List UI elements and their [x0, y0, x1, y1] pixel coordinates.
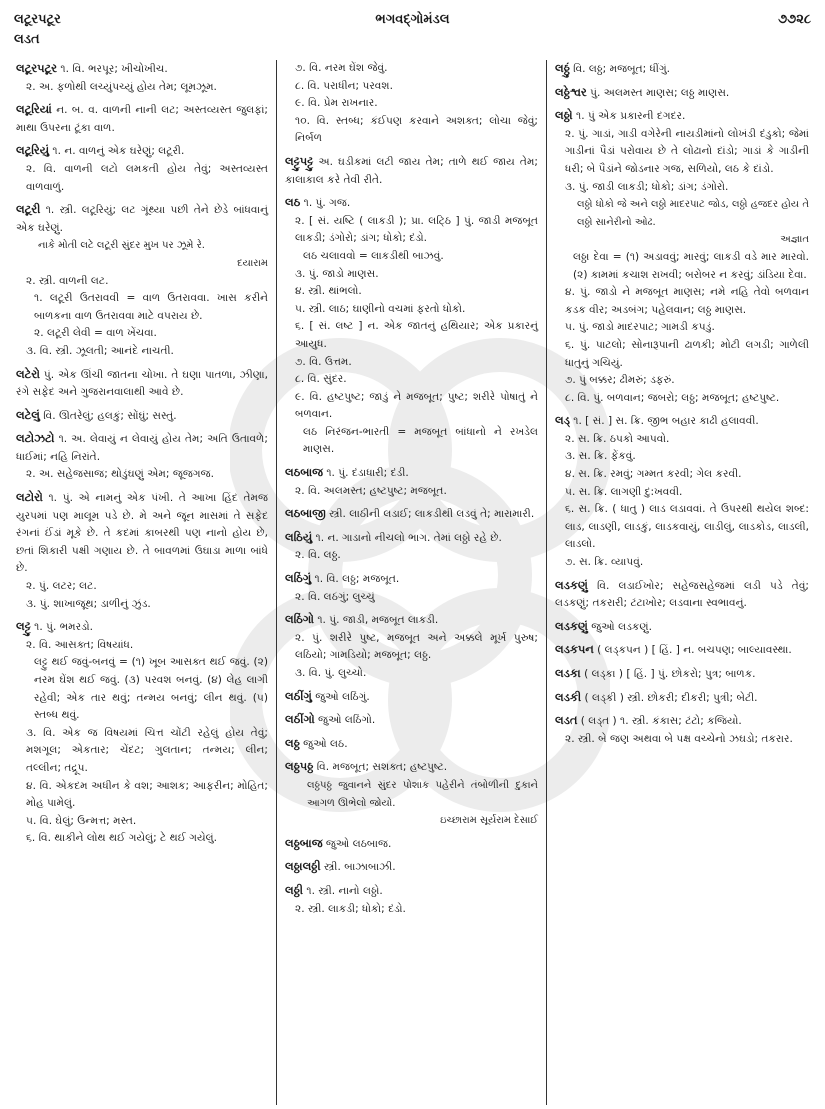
headword: લડકપન	[555, 642, 594, 657]
sense: ૨. [ સં. યષ્ટિ ( લાકડી ); પ્રા. લટ્ઠિ ] પું. જાડી મજબૂત લાકડી; ડંગોરો; ડાંગ; ધોકો; દંડો.	[295, 214, 538, 245]
column-1	[12, 60, 276, 1105]
headword: લઠ્ઠો	[555, 108, 573, 123]
definition: વિ. લઠ્ઠ; મજબૂત; ધીંગું.	[573, 63, 671, 75]
entry-main-line	[555, 618, 809, 637]
dictionary-entry	[555, 712, 809, 748]
entry-main-line	[285, 570, 538, 589]
entry-main-line	[285, 194, 538, 213]
entry-main-line	[555, 689, 809, 708]
dictionary-entry	[285, 529, 538, 565]
entry-main-line	[16, 60, 268, 79]
sense: ૫. પું. જાડો માદરપાટ; ગામડી કપડું.	[565, 321, 715, 334]
page-header	[14, 12, 811, 32]
headword: લઠ	[285, 195, 301, 210]
headword: લડ્	[555, 413, 570, 428]
definition: સ્ત્રી. બાઝાબાઝી.	[324, 861, 396, 874]
definition: ( લડ્કા ) [ હિં. ] પું. છોકરો; પુત્ર; બાળક.	[584, 668, 756, 680]
headword: લટૂરિયાં	[16, 102, 52, 117]
dictionary-entry	[285, 758, 538, 829]
sense: ૭. વિ. ઉત્તમ.	[295, 355, 352, 368]
dictionary-entry	[285, 858, 538, 877]
sense: ૨. અ. ફળોથી લચ્યુંપચ્યું હોય તેમ; લૂમઝૂમ.	[26, 80, 217, 93]
entry-main-line	[16, 201, 268, 237]
sense: ૨. વિ. આસક્ત; વિષયાંધ.	[26, 638, 134, 651]
dictionary-entry	[16, 407, 268, 426]
headword: લડકા	[555, 666, 581, 680]
dictionary-entry	[555, 84, 809, 103]
sense: ૨. સ્ત્રી. વાળની લટ.	[26, 274, 109, 287]
entry-main-line	[285, 758, 538, 777]
entry-main-line	[16, 489, 268, 578]
dictionary-columns	[12, 60, 817, 1105]
guide-word-first: લટૂરપટૂર	[14, 12, 61, 27]
sense: ૮. વિ. પરાધીન; પરવશ.	[295, 79, 393, 92]
definition: જુઓ લઠિંગો.	[318, 714, 376, 727]
column-2	[276, 60, 546, 1105]
headword: લઠ્ઠું	[555, 61, 570, 75]
headword: લઠબાજ	[285, 465, 323, 480]
headword: લટ્ટુ	[16, 619, 31, 634]
dictionary-entry	[16, 142, 268, 196]
sense: ૮. વિ. સુંદર.	[295, 373, 347, 386]
dictionary-entry	[16, 430, 268, 484]
headword: લટૂરી	[16, 202, 41, 217]
sense: ૩. વિ. પું. લુચ્ચો.	[295, 667, 367, 679]
definition: ૧. સ્ત્રી. નાનો લઠ્ઠો.	[306, 884, 383, 897]
definition: ૧. પું. ભમરડો.	[34, 621, 93, 634]
definition: પું. એક ઊંચી જાતના ચોખા. તે ઘણા પાતળા, ઝીણા, રંગે સફેદ અને ગુજરાનવાલાથી આવે છે.	[16, 368, 268, 399]
definition: ૧. વિ. ભરપૂર; ખીચોખીચ.	[60, 63, 168, 75]
entry-main-line	[285, 688, 538, 707]
dictionary-entry	[555, 641, 809, 660]
sense: ૪. સ્ત્રી. થાંભલો.	[295, 285, 362, 298]
sense: ૮. વિ. પું. બળવાન; જબરો; લઠ્ઠ; મજબૂત; હષ્ટપુષ્ટ.	[565, 391, 780, 404]
sense: ૨. પું. ગાડાં, ગાડી વગેરેની નાયડીમાંનો લોખંડી દંડુકો; જેમાં ગાડીનાં પૈડાં પરોવાય છે તે લોઢાનો દાંડો; ગાડાં કે ગાડીની ધરી; બે પૈડાંને જોડનાર ગજ, સળિયો, લઠ કે દાંડો.	[565, 127, 809, 175]
dictionary-entry	[16, 489, 268, 613]
dictionary-entry	[555, 60, 809, 79]
idiom: લઠ્ઠા દેવા = (૧) અડાવવું; મારવું; લાકડી વડે માર મારવો. (૨) કામમાં કચાશ રાખવી; બરોબર ન કરવું; ડાંડિયા દેવા.	[573, 250, 809, 281]
definition: ૧. પું. જાડી, મજબૂત લાકડી.	[317, 614, 439, 627]
headword: લઠીંગું	[285, 688, 312, 703]
sense: ૪. પું. જાડો ને મજબૂત માણસ; નમે નહિ તેવો બળવાન કડક વીર; અડબંગ; પહેલવાન; લઠ્ઠ માણસ.	[565, 286, 809, 316]
sense: ૨. સ્ત્રી. લાકડી; ધોકો; દંડો.	[295, 902, 406, 915]
entry-main-line	[555, 84, 809, 103]
entry-main-line	[285, 529, 538, 548]
sense: ૭. પું બક્કર; ઢીમરું; ડફરું.	[565, 374, 675, 387]
dictionary-entry	[555, 665, 809, 684]
entry-main-line	[16, 407, 268, 426]
idiom: લટ્ટુ થઈ જવું-બનવું = (૧) ખૂબ આસક્ત થઈ જવું. (૨) નરમ ઘેંશ થઈ જવું. (૩) પરવશ બનવું. (૪) લેહ લાગી રહેવી; એક તાર થવું; તન્મય બનવું; લીન થવું. (૫) સ્તબ્ધ થવું.	[34, 656, 268, 722]
sense: ૨. વિ. લઠંગું; લુચ્ચું	[295, 590, 375, 603]
entry-main-line	[555, 665, 809, 684]
headword: લટૂરપટૂર	[16, 61, 58, 75]
sense: ૨. પું. લટર; લટ.	[26, 580, 97, 593]
dictionary-entry	[16, 366, 268, 402]
sense: ૬. વિ. થાકીને લોથ થઈ ગયેલું; ટે થઈ ગયેલું.	[26, 832, 218, 845]
headword: લઠ્ઠી	[285, 882, 304, 897]
dictionary-entry	[16, 618, 268, 848]
definition: ૧. [ સં. ] સ. ક્રિ. જીભ બહાર કાઢી હલાવવી.	[573, 415, 759, 428]
headword: લટોરો	[16, 490, 43, 505]
idiom: ૧. લટૂરી ઉતરાવવી = વાળ ઉતરાવવા. ખાસ કરીને બાળકના વાળ ઉતરાવવા માટે વપરાય છે.	[34, 292, 268, 322]
dictionary-entry	[285, 882, 538, 918]
dictionary-entry	[555, 689, 809, 708]
sense: ૨. પું. શરીરે પુષ્ટ, મજબૂત અને અક્કલે મૂર્ખ પુરુષ; લઠિયો; ગામડિયો; મજબૂત; લઠ્ઠ.	[295, 631, 538, 662]
page-number: ૭૭૨૮	[778, 12, 811, 27]
definition: ( લડ્કી ) સ્ત્રી. છોકરી; દીકરી; પુત્રી; બેટી.	[584, 691, 758, 704]
sense: ૪. સ. ક્રિ. રમવું; ગમ્મત કરવી; ગેલ કરવી.	[565, 468, 742, 481]
citation-quote: લઠ્ઠપઠ્ઠ જુવાનને સુંદર પોશાક પહેરીને તંબોળીની દુકાને આગળ ઊભેલો જોયો.	[307, 779, 538, 809]
dictionary-entry	[555, 412, 809, 571]
headword: લડત	[555, 713, 578, 728]
headword: લઠીંગો	[285, 712, 315, 727]
sense: ૨. સ. ક્રિ. ઠપકો આપવો.	[565, 432, 670, 445]
headword: લટેલું	[16, 407, 40, 422]
dictionary-entry	[16, 101, 268, 137]
headword: લડકી	[555, 689, 582, 704]
entry-main-line	[285, 835, 538, 854]
sense: ૪. વિ. એકદમ અધીન કે વશ; આશક; આફરીન; મોહિત; મોહ પામેલું.	[26, 779, 268, 810]
idiom: ૨. લટૂરી લેવી = વાળ ખેંચવા.	[34, 327, 157, 340]
entry-main-line	[285, 735, 538, 754]
sense: ૯. વિ. હષ્ટપુષ્ટ; જાડું ને મજબૂત; પુષ્ટ; શરીરે પોષાતું ને બળવાન.	[295, 390, 538, 421]
sense: ૧૦. વિ. સ્તબ્ધ; કંઈપણ કરવાને અશક્ત; લોચા જેવું; નિર્બળ	[295, 114, 538, 145]
entry-main-line	[285, 505, 538, 524]
dictionary-entry	[285, 464, 538, 500]
dictionary-entry	[285, 60, 538, 148]
definition: ૧. પું. દંડાધારી; દંડી.	[326, 467, 409, 480]
headword: લઠિંગું	[285, 571, 312, 586]
citation-quote: નાકે મોતી લટે લટૂરી સુંદર મુખ પર ઝૂમે રે.	[38, 240, 205, 252]
definition: અ. ઘડીકમાં લટી જાય તેમ; તાળે થઈ જાય તેમ; કાલાકાલ કરે તેવી રીતે.	[285, 155, 538, 186]
idiom: લઠ ચલાવવો = લાકડીથી બાઝવું.	[303, 249, 444, 262]
sense: ૩. પું. જાડી લાકડી; ધોકો; ડાંગ; ડંગોરો.	[565, 180, 729, 193]
column-3	[546, 60, 817, 1105]
headword: લઠિયું	[285, 529, 313, 544]
dictionary-entry	[285, 735, 538, 754]
headword: લઠિંગો	[285, 612, 314, 627]
dictionary-entry	[285, 611, 538, 682]
dictionary-entry	[555, 618, 809, 637]
definition: જુઓ લઠબાજ.	[325, 837, 392, 850]
sense: ૬. પું. પાટલો; સોનારૂપાની ઢાળકી; મોટી લગડી; ગાળેલી ધાતુનું ગચિયું.	[565, 338, 809, 369]
sense: ૬. સ. ક્રિ. ( ધાતુ ) લાડ લડાવવાં. તે ઉપરથી થયેલ શબ્દ: લાડ, લાડણી, લાડકું, લાડકવાયું, લાડીલું, લાડકોડ, લાડલી, લાડલો.	[565, 503, 809, 551]
guide-word-last: લડત	[14, 32, 40, 47]
sense: ૯. વિ. પ્રેમ રાખનાર.	[295, 97, 378, 110]
definition: ૧. સ્ત્રી. લટૂરિયું; લટ ગૂંથ્યા પછી તેને છેડે બાંધવાનું એક ઘરેણું.	[16, 204, 269, 234]
headword: લઠ્ઠબાજ	[285, 835, 323, 850]
dictionary-entry	[16, 60, 268, 96]
definition: ૧. પું. એ નામનું એક પંખી. તે આખા હિંદ તેમજ યુરપમાં પણ માલૂમ પડે છે. મે અને જૂન માસમાં તે સફેદ રંગનાં ઈંડાં મૂકે છે. તે કદમાં કાબરથી પણ નાનો હોય છે, છતાં શિકારી પક્ષી ગણાય છે. તે બાવળમાં ઉઘાડા માળા બાંધે છે.	[16, 492, 268, 575]
sense: ૫. વિ. ઘેલું; ઉન્મત્ત; મસ્ત.	[26, 814, 137, 827]
headword: લટોઝટો	[16, 431, 55, 446]
sense: ૭. વિ. નરમ ઘેંશ જેવું.	[295, 62, 388, 74]
entry-main-line	[16, 366, 268, 402]
dictionary-entry	[16, 201, 268, 360]
entry-main-line	[16, 618, 268, 637]
citation-quote: લઠ્ઠો ધોકો જે અને લઠ્ઠો માદરપાટ જોડ, લઠ્ઠો હજદર હોય તે લઠ્ઠો સાનેરીનો ઓઢ.	[577, 199, 809, 228]
dictionary-entry	[285, 505, 538, 524]
sense: ૨. વિ. વાળની લટો લમકતી હોય તેવું; અસ્તવ્યસ્ત વાળવાળું.	[26, 162, 268, 193]
citation-author: અજ્ઞાત	[780, 234, 809, 246]
sense: ૨. સ્ત્રી. બે જણ અથવા બે પક્ષ વચ્ચેનો ઝઘડો; તકરાર.	[565, 732, 793, 745]
sense: ૩. પું. શાખાજૂથ; ડાળીનું ઝુંડ.	[26, 597, 151, 610]
entry-main-line	[555, 577, 809, 613]
entry-main-line	[285, 611, 538, 630]
citation-author: દયારામ	[237, 257, 268, 269]
headword: લઠ્ઠાલઠ્ઠી	[285, 859, 321, 874]
definition: ૧. પું એક પ્રકારની દગદર.	[576, 110, 686, 123]
dictionary-entry	[555, 107, 809, 407]
page-title: ભગવદ્ગોમંડલ	[375, 12, 450, 27]
sense: ૩. વિ. સ્ત્રી. ઝૂલતી; આનંદે નાચતી.	[26, 344, 174, 357]
headword: લઠ્ઠપઠ્ઠ	[285, 759, 314, 774]
sense: ૨. વિ. અલમસ્ત; હષ્ટપુષ્ટ; મજબૂત.	[295, 484, 447, 497]
definition: વિ. મજબૂત; સશક્ત; હષ્ટપુષ્ટ.	[316, 761, 448, 774]
definition: વિ. લડાઈખોર; સહેજસહેજમાં લડી પડે તેવું; લડકણું; તકરારી; ટંટાખોર; લડવાના સ્વભાવનું.	[555, 579, 809, 610]
dictionary-entry	[285, 711, 538, 730]
headword: લડકણું	[555, 577, 588, 592]
entry-main-line	[16, 142, 268, 161]
sense: ૨. અ. સહેજસાજ; થોડુંઘણું એમ; જૂજગજ.	[26, 468, 215, 481]
definition: ૧. વિ. લઠ્ઠ; મજબૂત.	[314, 573, 400, 586]
headword: લટેરો	[16, 366, 40, 381]
definition: ૧. ન. ગાડાનો નીચલો ભાગ. તેમાં લઠ્ઠો રહે છે.	[315, 531, 502, 544]
definition: જુઓ લઠિંગું.	[315, 690, 370, 703]
definition: જુઓ લઠ.	[303, 737, 348, 750]
dictionary-entry	[555, 577, 809, 613]
entry-main-line	[285, 464, 538, 483]
definition: વિ. ઊતરેલું; હલકું; સોંઘું; સસ્તું.	[43, 409, 177, 422]
entry-main-line	[555, 107, 809, 126]
headword: લઠ્ઠેશ્વર	[555, 84, 587, 99]
entry-main-line	[16, 101, 268, 137]
sense: ૨. વિ. લઠ્ઠ.	[295, 549, 341, 562]
definition: પું. અલમસ્ત માણસ; લઠ્ઠ માણસ.	[590, 86, 730, 99]
entry-main-line	[16, 430, 268, 466]
definition: સ્ત્રી. લાઠીની લડાઈ; લાકડીથી લડવું તે; મારામારી.	[329, 508, 535, 521]
definition: ૧. પું. ગજ.	[303, 197, 351, 210]
dictionary-entry	[285, 153, 538, 189]
definition: ૧. ન. વાળનું એક ઘરેણું; લટૂરી.	[52, 145, 185, 158]
entry-main-line	[555, 60, 809, 79]
definition: જુઓ લડકણું.	[591, 620, 652, 633]
sense: ૫. સ. ક્રિ. લાગણી દુ:ખવવી.	[565, 485, 683, 498]
dictionary-entry	[285, 835, 538, 854]
entry-main-line	[285, 882, 538, 901]
dictionary-entry	[285, 570, 538, 606]
sense: ૬. [ સં. લષ્ટ ] ન. એક જાતનું હથિયાર; એક પ્રકારનું આયુધ.	[295, 320, 538, 350]
entry-main-line	[555, 412, 809, 431]
sense: ૩. સ. ક્રિ. ફેંકવું.	[565, 450, 636, 463]
entry-main-line	[285, 153, 538, 189]
definition: ૧. અ. લેવાયું ન લેવાયું હોય તેમ; અતિ ઉતાવળે; ધાઈમાં; નહિ નિરાંતે.	[16, 433, 268, 463]
entry-main-line	[555, 641, 809, 660]
idiom: લઠ નિરંજન-ભારતી = મજબૂત બાંધાનો ને રખડેલ માણસ.	[303, 425, 538, 456]
headword: લટ્ટુપટ્ટુ	[285, 153, 314, 168]
definition: ન. બ. વ. વાળની નાની લટ; અસ્તવ્યસ્ત જુલફાં; માથા ઉપરના ટૂંકા વાળ.	[16, 104, 268, 134]
headword: લઠ્ઠ	[285, 735, 300, 750]
headword: લટૂરિયું	[16, 143, 50, 158]
entry-main-line	[285, 858, 538, 877]
dictionary-entry	[285, 688, 538, 707]
definition: ( લડ્કપન ) [ હિં. ] ન. બચપણ; બાલ્યાવસ્થા.	[597, 644, 792, 657]
entry-main-line	[555, 712, 809, 731]
sense: ૩. પું. જાડો માણસ.	[295, 267, 379, 280]
definition: ( લડ્ત ) ૧. સ્ત્રી. કંકાસ; ટંટો; કજિયો.	[580, 715, 742, 728]
headword: લઠબાજી	[285, 506, 326, 521]
sense: ૭. સ. ક્રિ. વ્યાપવું.	[565, 556, 644, 569]
sense: ૩. વિ. એક જ વિષયમાં ચિત્ત ચોંટી રહેલું હોય તેવું; મશગૂલ; એકતાર; ચેંદટ; ગુલતાન; તન્મય; લીન; તલ્લીન; તદ્રૂપ.	[26, 726, 268, 774]
dictionary-entry	[285, 194, 538, 459]
headword: લડકણું	[555, 618, 588, 633]
entry-main-line	[285, 711, 538, 730]
sense: ૫. સ્ત્રી. લાઠ; ઘાણીનો વચમાં ફરતો ધોકો.	[295, 302, 466, 315]
citation-author: ઇચ્છારામ સૂર્યરામ દેસાઈ	[440, 815, 538, 827]
